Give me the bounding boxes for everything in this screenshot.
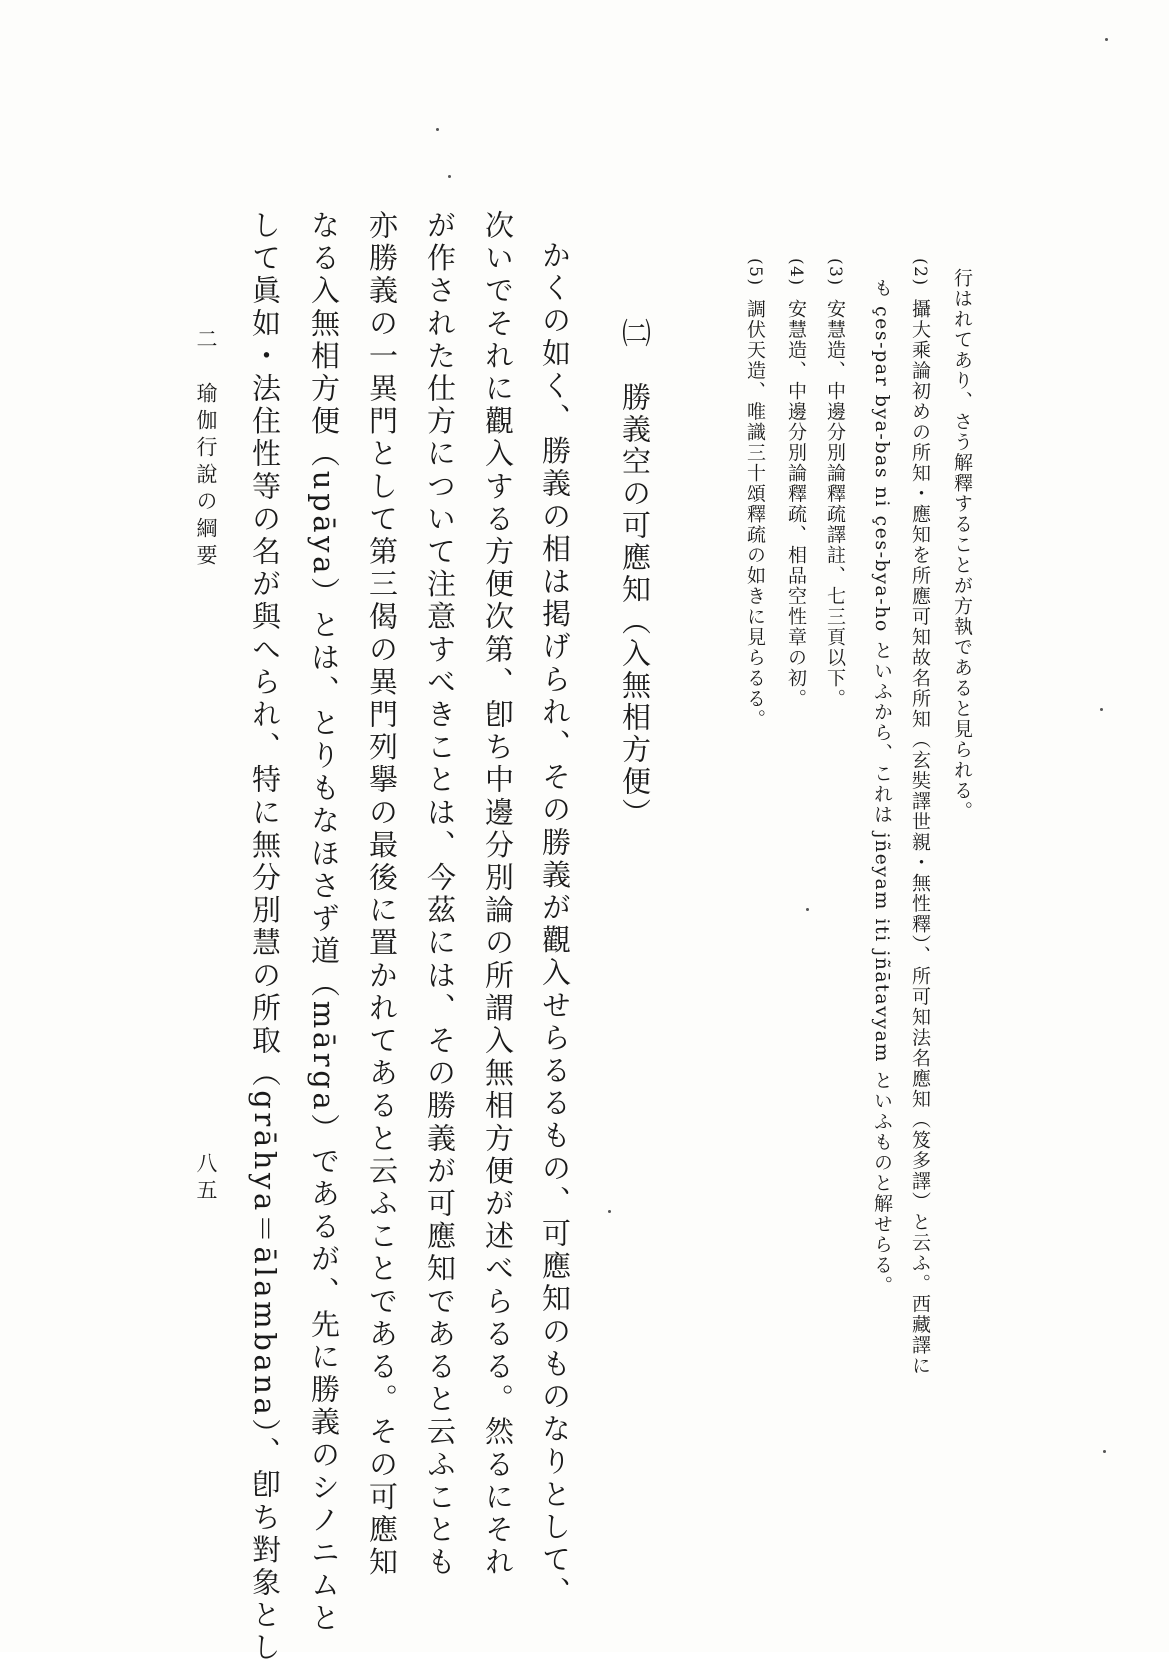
footnote-4: [786, 258, 805, 709]
scan-speck: [806, 908, 809, 911]
footnote-2-text: 攝大乘論初めの所知・應知を所應可知故名所知（玄奘譯世親・無性釋）、所可知法名應知（笈多譯）と云ふ。西藏譯に: [909, 298, 931, 1376]
footnote-3-text: 安慧造、中邊分別論釋疏譯註、七三頁以下。: [824, 298, 846, 709]
footnote-5: [745, 258, 764, 729]
body-line-1: かくの如く、勝義の相は掲げられ、その勝義が觀入せらるるもの、可應知のものなりとして、: [538, 240, 572, 1610]
footnote-5-label: (5): [745, 258, 765, 287]
scan-speck: [1100, 708, 1103, 711]
footnote-4-text: 安慧造、中邊分別論釋疏、相品空性章の初。: [785, 298, 807, 709]
running-title: 二 瑜伽行說の綱要: [194, 328, 218, 571]
footnote-2-label: (2): [910, 258, 930, 287]
section-heading: ㈡ 勝義空の可應知（入無相方便）: [618, 318, 652, 830]
body-line-2: 次いでそれに觀入する方便次第、卽ち中邊分別論の所謂入無相方便が述べらるる。然るにそれ: [481, 210, 515, 1580]
body-line-3: が作された仕方について注意すべきことは、今茲には、その勝義が可應知であると云ふことも: [423, 210, 457, 1580]
scan-speck: [1103, 1450, 1106, 1453]
page-number: 八五: [194, 1152, 218, 1206]
body-line-6: して眞如・法住性等の名が與へられ、特に無分別慧の所取（grāhya＝ālambana）、卽ち對象とし: [248, 210, 282, 1665]
footnote-3: [825, 258, 844, 709]
footnote-2-continued: も ҫes-par bya-bas ni ҫes-bya-ho といふから、これは jñeyam iti jñātavyam といふものと解せらる。: [871, 278, 893, 1297]
scan-speck: [1105, 38, 1108, 41]
scan-speck: [608, 1210, 611, 1213]
footnote-4-label: (4): [786, 258, 806, 287]
footnote-continuation: 行はれてあり、さう解釋することが方執であると見られる。: [951, 268, 973, 822]
scan-speck: [436, 128, 439, 131]
footnote-2: [910, 258, 929, 1376]
body-line-4: 亦勝義の一異門として第三偈の異門列擧の最後に置かれてあると云ふことである。その可應知: [365, 210, 399, 1580]
scan-speck: [448, 175, 451, 178]
body-line-5: なる入無相方便（upāya）とは、とりもなほさず道（mārga）であるが、先に勝義のシノニムと: [307, 210, 341, 1635]
footnote-3-label: (3): [825, 258, 845, 287]
footnote-5-text: 調伏天造、唯識三十頌釋疏の如きに見らるる。: [744, 298, 766, 730]
